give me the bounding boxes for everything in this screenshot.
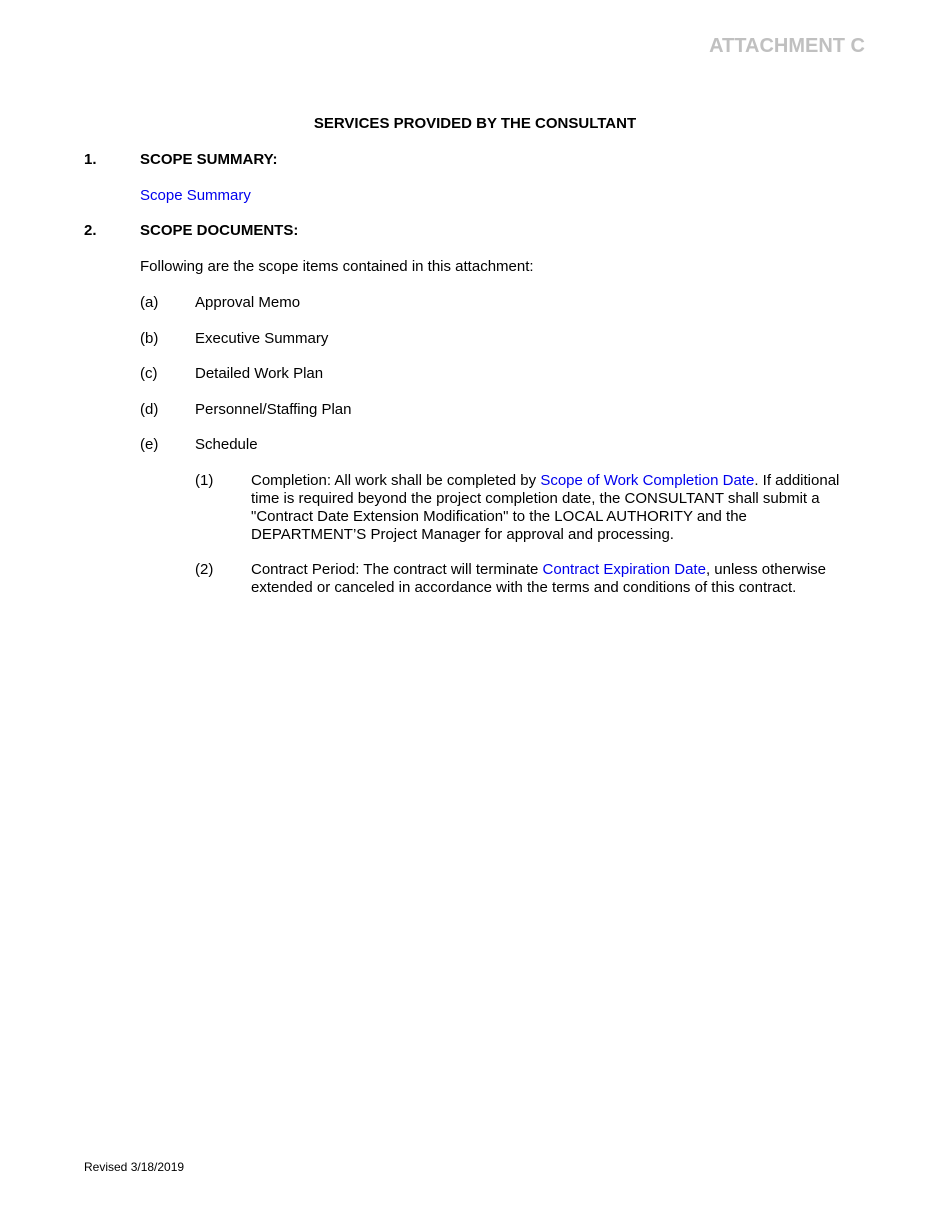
- item-d-label: Personnel/Staffing Plan: [195, 401, 352, 418]
- item-d-marker: (d): [140, 401, 159, 418]
- completion-text-before: Completion: All work shall be completed by: [251, 472, 541, 489]
- contract-expiration-date-field[interactable]: Contract Expiration Date: [542, 561, 706, 578]
- document-title: SERVICES PROVIDED BY THE CONSULTANT: [313, 115, 637, 132]
- revision-footer: Revised 3/18/2019: [84, 1160, 185, 1174]
- schedule-item-2-text: [251, 561, 861, 597]
- section-2-number: 2.: [84, 222, 97, 239]
- schedule-item-1-marker: (1): [195, 472, 214, 489]
- section-2-heading: SCOPE DOCUMENTS:: [140, 222, 299, 239]
- schedule-item-1-text: [251, 472, 861, 544]
- completion-date-field[interactable]: Scope of Work Completion Date: [540, 472, 755, 489]
- item-b-label: Executive Summary: [195, 330, 329, 347]
- section-1-heading: SCOPE SUMMARY:: [140, 151, 278, 168]
- contract-period-text-before: Contract Period: The contract will terminate: [251, 561, 543, 578]
- scope-summary-field[interactable]: Scope Summary: [140, 187, 251, 204]
- contract-period-text-after: , unless otherwise extended or canceled in accordance with the terms and conditions of this contract.: [251, 561, 826, 596]
- item-e-marker: (e): [140, 436, 159, 453]
- item-c-marker: (c): [140, 365, 158, 382]
- item-a-marker: (a): [140, 294, 159, 311]
- item-a-label: Approval Memo: [195, 294, 301, 311]
- section-1-number: 1.: [84, 151, 97, 168]
- item-c-label: Detailed Work Plan: [195, 365, 324, 382]
- item-b-marker: (b): [140, 330, 159, 347]
- scope-documents-intro: Following are the scope items contained in this attachment:: [140, 258, 534, 275]
- attachment-label: ATTACHMENT C: [709, 35, 865, 57]
- item-e-label: Schedule: [195, 436, 258, 453]
- schedule-item-2-marker: (2): [195, 561, 214, 578]
- completion-text-after: . If additional time is required beyond the project completion date, the CONSULTANT shall submit a "Contract Date Extension Modification" to the LOCAL AUTHORITY and the DEPARTMENT’S Project Manager for approval and processing.: [251, 472, 840, 543]
